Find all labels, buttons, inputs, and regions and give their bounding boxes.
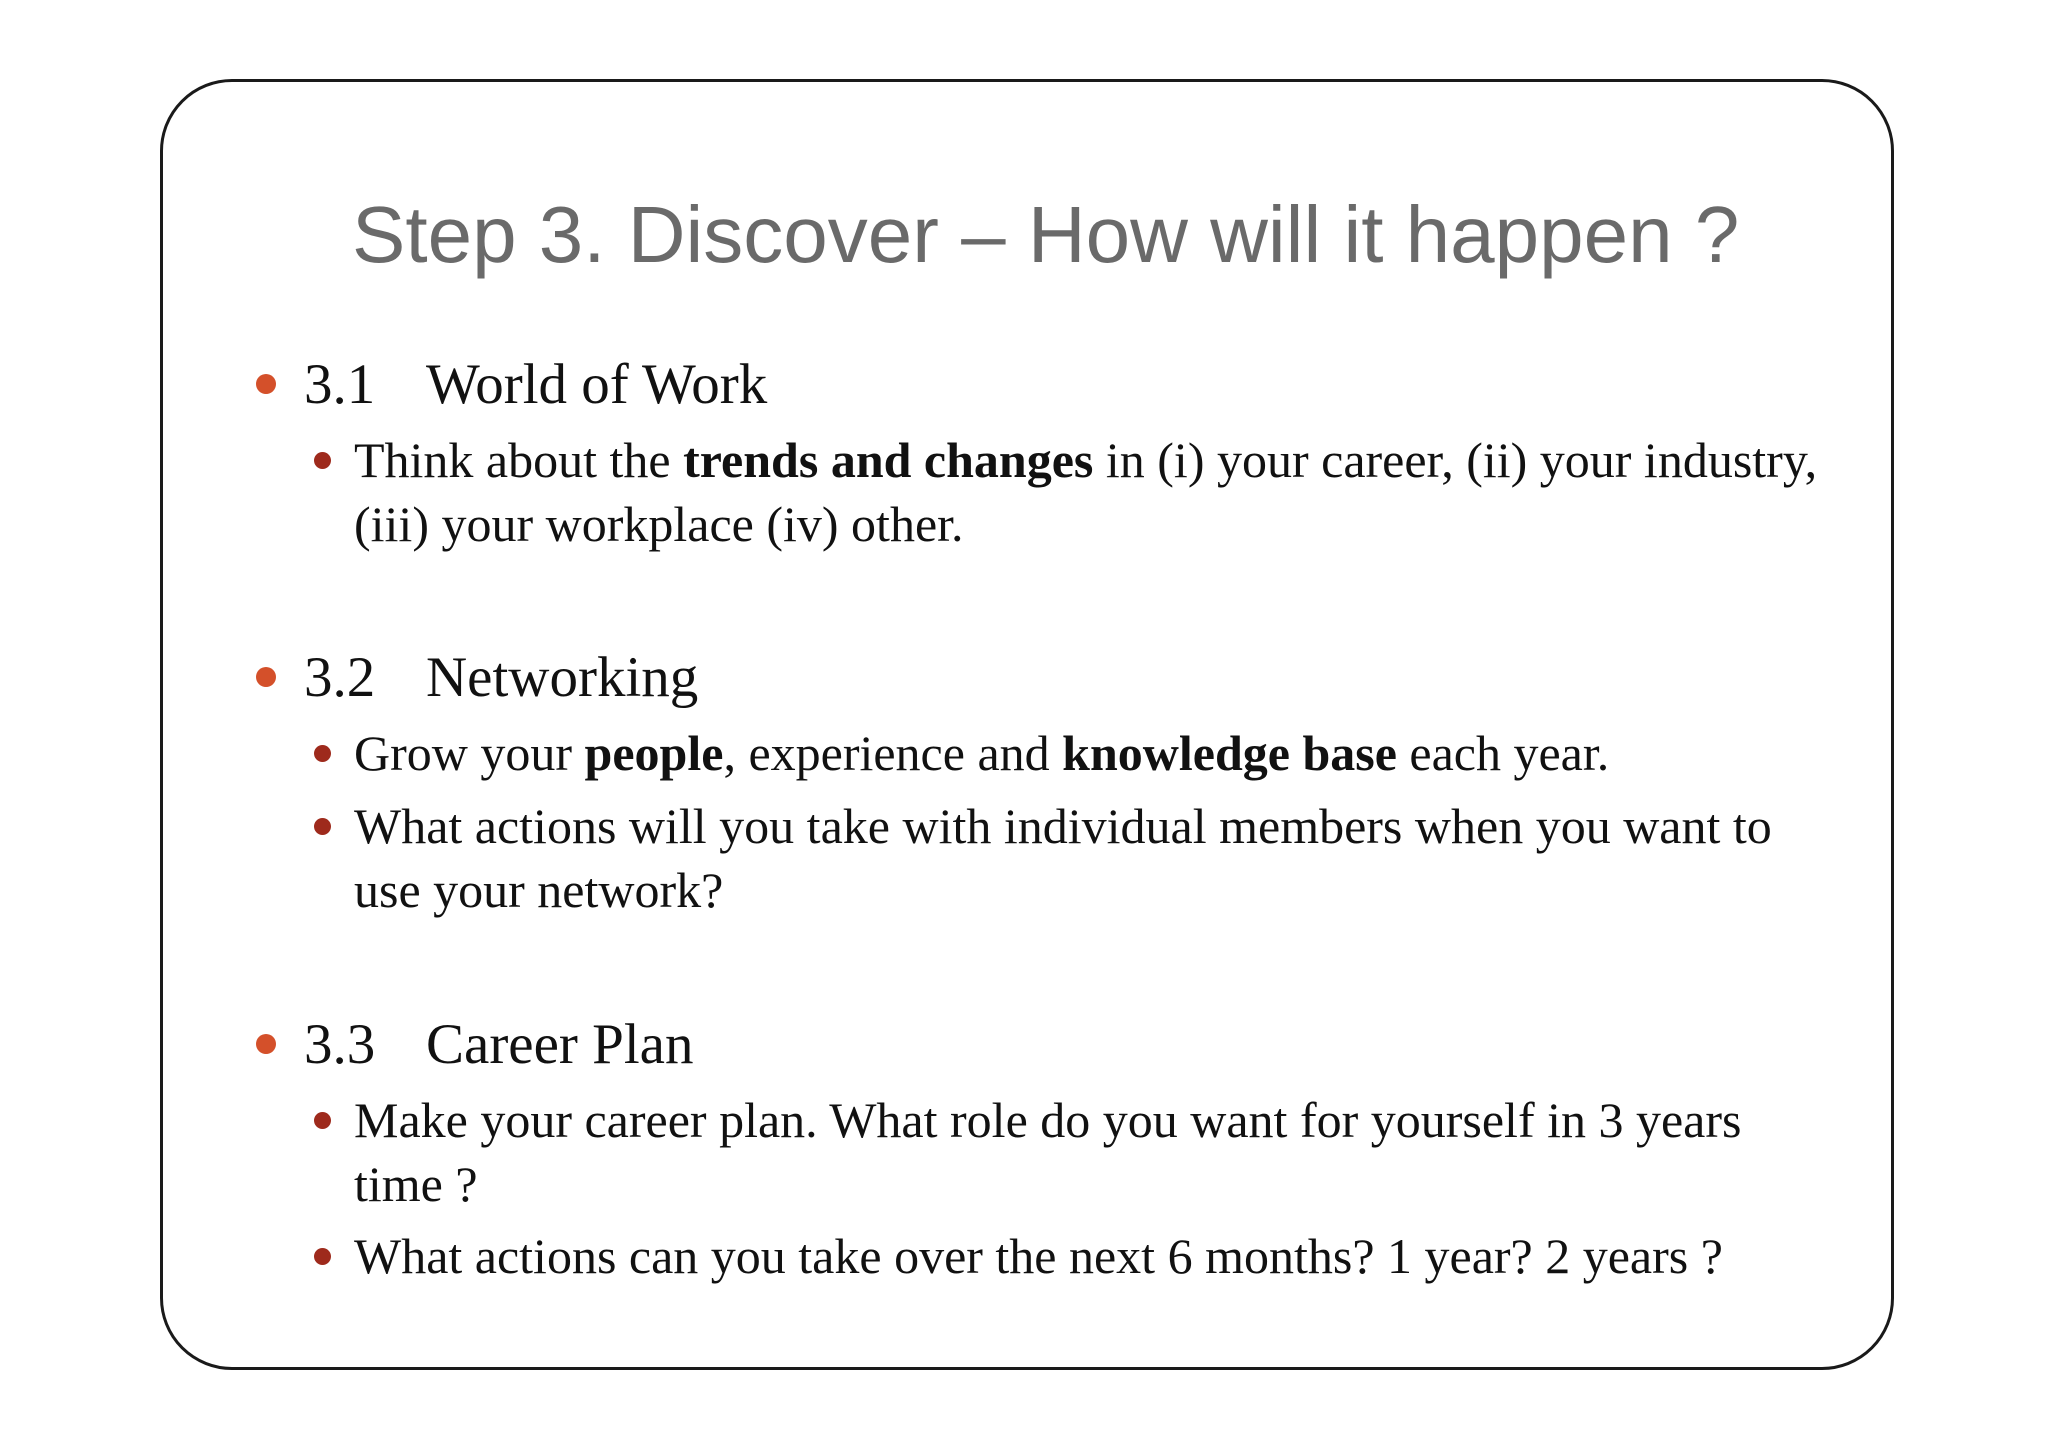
text-run: Think about the	[354, 432, 684, 488]
text-run: in (i) your career, (ii) your industry, (iii) your workplace (iv) other.	[354, 432, 1818, 552]
list-item	[354, 1088, 1824, 1216]
section-heading	[304, 1012, 693, 1078]
text-run-bold: people	[584, 725, 724, 781]
section-title: Career Plan	[426, 1013, 694, 1076]
text-run-bold: trends and changes	[683, 432, 1094, 488]
text-run: What actions will you take with individual members when you want to use your network?	[354, 798, 1772, 918]
text-run: each year.	[1396, 725, 1610, 781]
text-run-bold: knowledge base	[1062, 725, 1397, 781]
list-item	[354, 721, 1824, 785]
sub-bullet-dot	[314, 452, 331, 469]
section-number: 3.2	[304, 646, 376, 709]
bullet-dot	[256, 667, 276, 687]
text-run: , experience and	[723, 725, 1063, 781]
sub-bullet-dot	[314, 745, 331, 762]
text-run: Make your career plan. What role do you want for yourself in 3 years time ?	[354, 1092, 1742, 1212]
bullet-dot	[256, 374, 276, 394]
list-item	[354, 794, 1824, 922]
sub-bullet-dot	[314, 1112, 331, 1129]
sub-bullet-dot	[314, 818, 331, 835]
list-item	[354, 428, 1824, 556]
slide-title: Step 3. Discover – How will it happen ?	[352, 190, 1740, 279]
section-number: 3.3	[304, 1013, 376, 1076]
text-run: Grow your	[354, 725, 585, 781]
sub-bullet-dot	[314, 1248, 331, 1265]
section-title: World of Work	[426, 353, 768, 416]
section-title: Networking	[426, 646, 699, 709]
section-number: 3.1	[304, 353, 376, 416]
section-heading	[304, 645, 698, 711]
text-run: What actions can you take over the next 6 months? 1 year? 2 years ?	[354, 1228, 1723, 1284]
bullet-dot	[256, 1034, 276, 1054]
list-item	[354, 1224, 1824, 1288]
section-heading	[304, 352, 767, 418]
